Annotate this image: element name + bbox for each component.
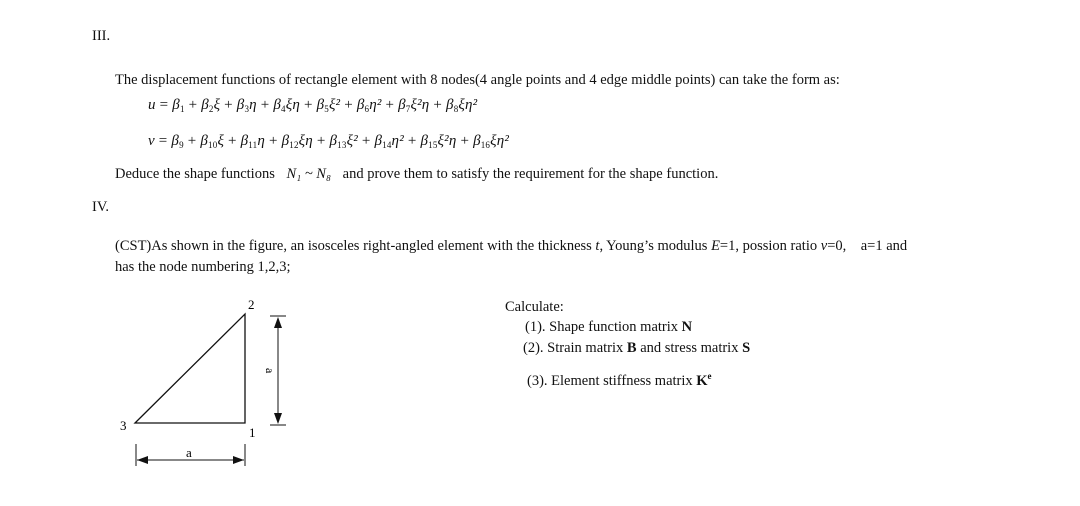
plus-sign: + (184, 97, 202, 113)
youngs-modulus-symbol: E (711, 238, 720, 254)
section-4-numeral: IV. (92, 199, 110, 215)
section-3-numeral: III. (92, 28, 111, 44)
item-text: (2). Strain matrix (523, 340, 627, 356)
node-label-2: 2 (248, 297, 255, 312)
calculate-title: Calculate: (505, 299, 564, 315)
equals-sign: = (154, 133, 172, 149)
plus-sign: + (265, 133, 282, 149)
text: =1, possion ratio (719, 238, 821, 254)
eq-u-term: $\beta_7\xi^2\eta$ (398, 97, 430, 114)
plus-sign: + (357, 133, 375, 149)
calc-item-2 (523, 340, 750, 357)
triangle-element-figure (110, 292, 310, 472)
deduce-line (115, 166, 718, 183)
eq-v-term: $\beta_{10}\xi$ (200, 133, 225, 150)
plus-sign: + (224, 133, 241, 149)
calc-item-1 (525, 319, 692, 336)
deduce-text-before: Deduce the shape functions (115, 166, 275, 182)
triangle-element (135, 314, 245, 423)
arrow-down-icon (274, 413, 282, 424)
deduce-text-after: and prove them to satisfy the requirement for the shape function. (342, 166, 719, 182)
node-label-3: 3 (120, 418, 127, 433)
matrix-symbol-K: K (696, 372, 708, 389)
eq-v-term: $\beta_{11}\eta$ (240, 133, 266, 150)
equals-sign: = (155, 97, 173, 113)
dim-label-horizontal: a (186, 445, 192, 460)
eq-u-term: $\beta_5\xi^2$ (316, 97, 341, 114)
poisson-ratio-symbol: v (820, 238, 828, 254)
plus-sign: + (429, 97, 447, 113)
matrix-symbol-N: N (681, 319, 693, 335)
thickness-symbol: t (595, 238, 600, 254)
node-label-1: 1 (249, 425, 256, 440)
eq-v-term: $\beta_{16}\xi\eta^2$ (473, 133, 510, 150)
calc-item-3 (527, 371, 712, 390)
arrow-left-icon (137, 456, 148, 464)
plus-sign: + (340, 97, 357, 113)
matrix-superscript-e: e (707, 371, 712, 381)
eq-u-term: $\beta_8\xi\eta^2$ (446, 97, 478, 114)
arrow-right-icon (233, 456, 244, 464)
section-3-intro: The displacement functions of rectangle element with 8 nodes(4 angle points and 4 edge middle points) can take the form as: (115, 72, 840, 88)
dim-label-vertical: a (263, 368, 277, 374)
eq-u-lhs: u (148, 97, 156, 113)
eq-u-term: $\beta_2\xi$ (201, 97, 221, 114)
plus-sign: + (256, 97, 274, 113)
plus-sign: + (300, 97, 317, 113)
text: =0, a=1 and (827, 238, 908, 254)
deduce-shape-function-range: N₁ ~ N₈ (286, 166, 332, 182)
eq-u-term: $\beta_3\eta$ (236, 97, 257, 114)
item-text: (1). Shape function matrix (525, 319, 682, 335)
plus-sign: + (456, 133, 474, 149)
eq-v-term: $\beta_{13}\xi^2$ (329, 133, 358, 150)
item-text: (3). Element stiffness matrix (527, 372, 697, 389)
arrow-up-icon (274, 317, 282, 328)
item-text: and stress matrix (636, 340, 743, 356)
plus-sign: + (183, 133, 201, 149)
plus-sign: + (220, 97, 237, 113)
matrix-symbol-S: S (742, 340, 751, 356)
plus-sign: + (312, 133, 330, 149)
equation-u (148, 97, 477, 114)
text: (CST)As shown in the figure, an isosceles right-angled element with the thickness (115, 238, 596, 254)
eq-v-term: $\beta_{14}\eta^2$ (374, 133, 404, 150)
eq-v-term: $\beta_{15}\xi^2\eta$ (420, 133, 457, 150)
section-4-line-2: has the node numbering 1,2,3; (115, 259, 291, 275)
eq-u-term: $\beta_4\xi\eta$ (273, 97, 300, 114)
eq-v-term: $\beta_{12}\xi\eta$ (281, 133, 313, 150)
equation-v (148, 133, 509, 150)
text: , Young’s modulus (599, 238, 712, 254)
plus-sign: + (403, 133, 421, 149)
eq-v-term: $\beta_9$ (171, 133, 184, 150)
eq-u-term: $\beta_1$ (172, 97, 185, 114)
section-4-line-1 (115, 238, 907, 255)
matrix-symbol-B: B (626, 340, 637, 356)
plus-sign: + (381, 97, 399, 113)
eq-u-term: $\beta_6\eta^2$ (356, 97, 382, 114)
eq-v-lhs: v (148, 133, 155, 149)
